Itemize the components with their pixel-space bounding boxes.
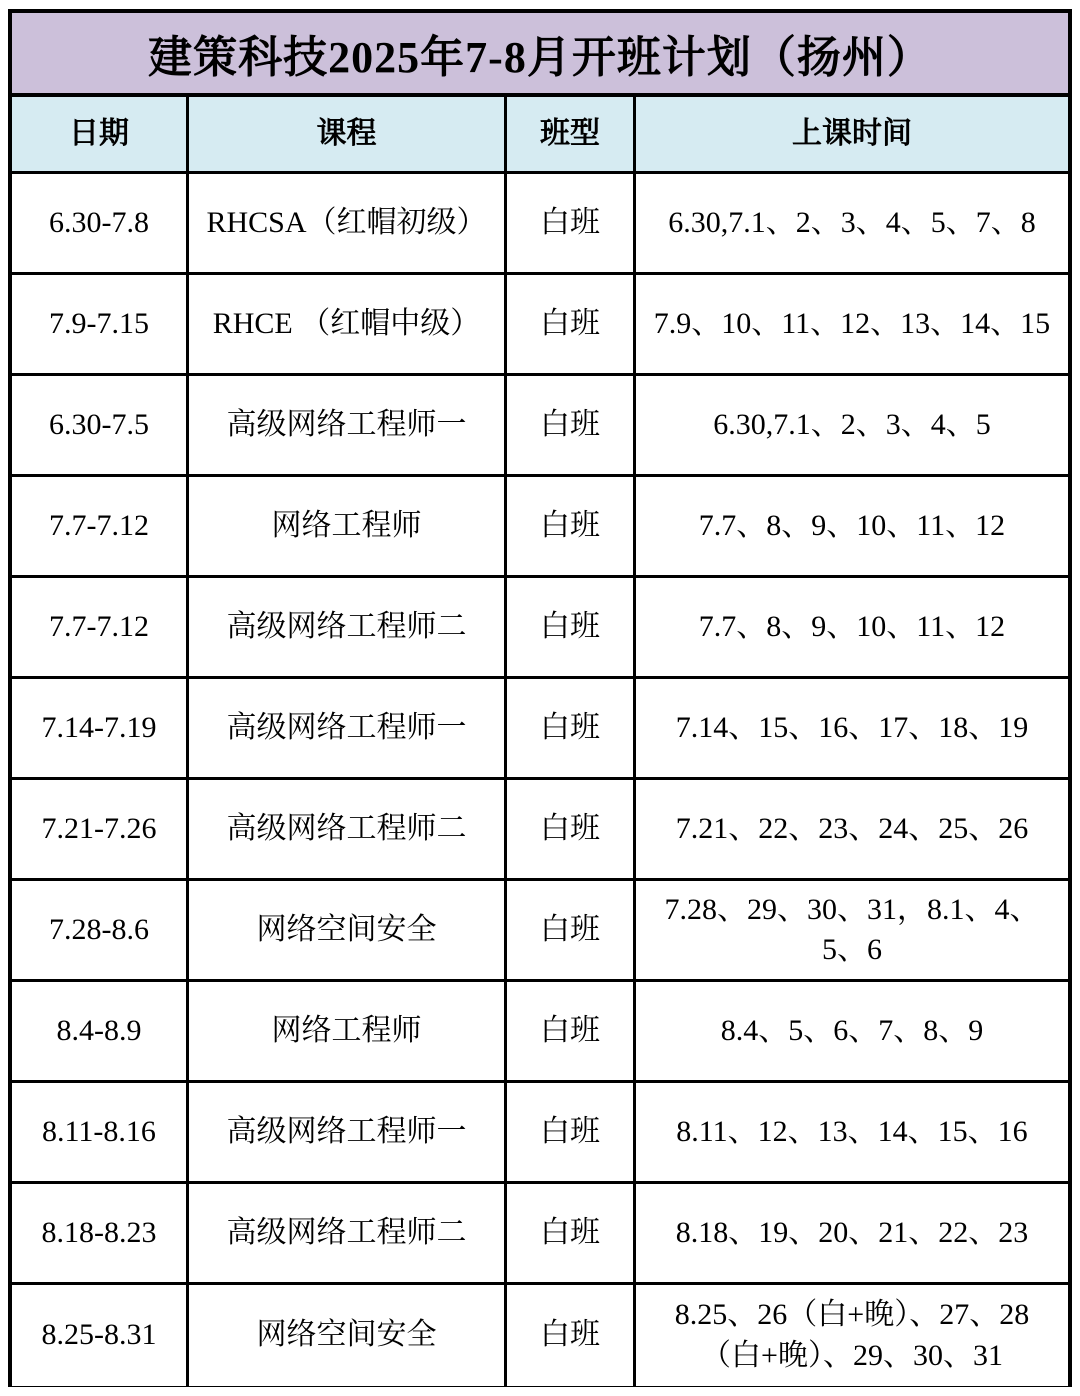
table-row <box>12 1083 1068 1184</box>
time-cell: 8.11、12、13、14、15、16 <box>676 1114 1028 1148</box>
table-body <box>12 174 1068 1386</box>
type-cell: 白班 <box>507 881 636 979</box>
course-cell: 高级网络工程师一 <box>189 376 507 474</box>
table-row <box>12 1285 1068 1386</box>
schedule-table <box>8 9 1072 1387</box>
date-cell: 7.7-7.12 <box>12 477 189 575</box>
type-cell: 白班 <box>507 1083 636 1181</box>
time-cell: 7.9、10、11、12、13、14、15 <box>653 306 1051 340</box>
type-cell: 白班 <box>507 1285 636 1386</box>
type-cell: 白班 <box>507 477 636 575</box>
course-cell: 高级网络工程师一 <box>189 1083 507 1181</box>
time-cell: 7.28、29、30、31，8.1、4、5、6 <box>664 892 1040 966</box>
time-cell: 7.21、22、23、24、25、26 <box>675 811 1029 845</box>
type-cell: 白班 <box>507 982 636 1080</box>
table-row <box>12 174 1068 275</box>
time-cell: 8.18、19、20、21、22、23 <box>675 1215 1029 1249</box>
date-cell: 6.30-7.5 <box>12 376 189 474</box>
table-row <box>12 881 1068 982</box>
date-cell: 8.4-8.9 <box>12 982 189 1080</box>
header-cell-course: 课程 <box>189 97 507 171</box>
type-cell: 白班 <box>507 780 636 878</box>
table-row <box>12 679 1068 780</box>
table-title: 建策科技2025年7-8月开班计划（扬州） <box>12 13 1068 97</box>
table-row <box>12 477 1068 578</box>
date-cell: 7.7-7.12 <box>12 578 189 676</box>
date-cell: 8.18-8.23 <box>12 1184 189 1282</box>
course-cell: 高级网络工程师二 <box>189 1184 507 1282</box>
type-cell: 白班 <box>507 275 636 373</box>
date-cell: 8.11-8.16 <box>12 1083 189 1181</box>
course-cell: 高级网络工程师二 <box>189 780 507 878</box>
course-cell: 高级网络工程师一 <box>189 679 507 777</box>
course-cell: 网络工程师 <box>189 477 507 575</box>
course-cell: 网络空间安全 <box>189 881 507 979</box>
time-cell: 7.14、15、16、17、18、19 <box>675 710 1029 744</box>
course-cell: 网络空间安全 <box>189 1285 507 1386</box>
time-cell: 6.30,7.1、2、3、4、5 <box>713 407 991 441</box>
date-cell: 7.14-7.19 <box>12 679 189 777</box>
header-cell-date: 日期 <box>12 97 189 171</box>
type-cell: 白班 <box>507 376 636 474</box>
time-cell: 8.4、5、6、7、8、9 <box>720 1013 984 1047</box>
time-cell: 7.7、8、9、10、11、12 <box>698 508 1006 542</box>
header-cell-type: 班型 <box>507 97 636 171</box>
table-row <box>12 780 1068 881</box>
date-cell: 7.9-7.15 <box>12 275 189 373</box>
time-cell: 8.25、26（白+晚）、27、28（白+晚）、29、30、31 <box>674 1298 1030 1372</box>
header-cell-time: 上课时间 <box>792 116 912 150</box>
table-header-row <box>12 97 1068 174</box>
date-cell: 6.30-7.8 <box>12 174 189 272</box>
table-row <box>12 376 1068 477</box>
date-cell: 7.21-7.26 <box>12 780 189 878</box>
time-cell: 7.7、8、9、10、11、12 <box>698 609 1006 643</box>
type-cell: 白班 <box>507 578 636 676</box>
date-cell: 7.28-8.6 <box>12 881 189 979</box>
table-row <box>12 1184 1068 1285</box>
table-row <box>12 982 1068 1083</box>
table-row <box>12 275 1068 376</box>
date-cell: 8.25-8.31 <box>12 1285 189 1386</box>
table-row <box>12 578 1068 679</box>
course-cell: RHCE （红帽中级） <box>189 275 507 373</box>
course-cell: RHCSA（红帽初级） <box>189 174 507 272</box>
type-cell: 白班 <box>507 679 636 777</box>
type-cell: 白班 <box>507 1184 636 1282</box>
type-cell: 白班 <box>507 174 636 272</box>
time-cell: 6.30,7.1、2、3、4、5、7、8 <box>668 205 1036 239</box>
course-cell: 高级网络工程师二 <box>189 578 507 676</box>
course-cell: 网络工程师 <box>189 982 507 1080</box>
